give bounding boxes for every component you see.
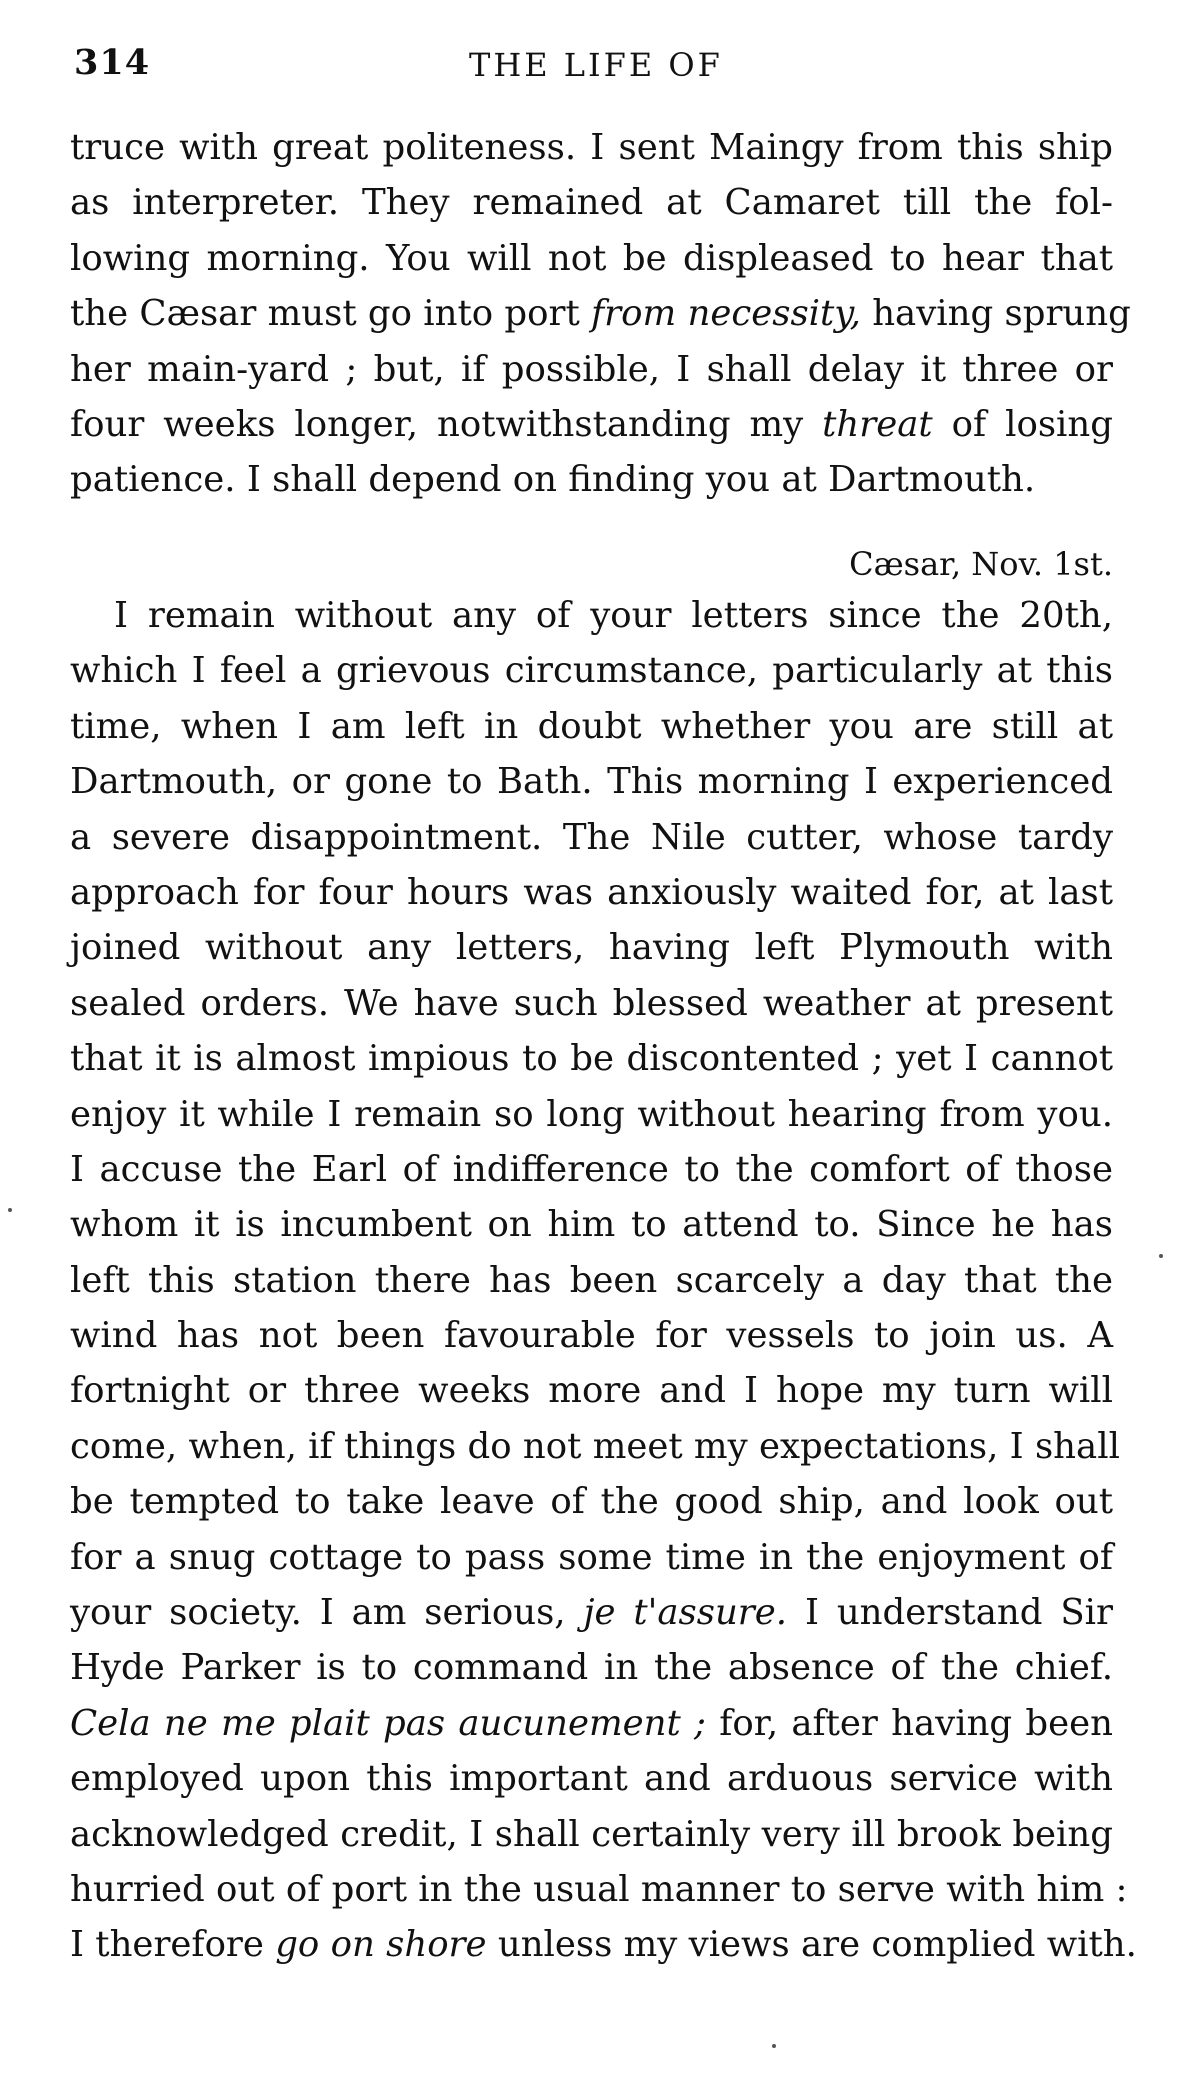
page-number: 314 [74,42,151,83]
text-line: acknowledged credit, I shall certainly very ill brook being [70,1813,1113,1855]
text-line: which I feel a grievous circumstance, particularly at this [70,650,1113,692]
text-line: Dartmouth, or gone to Bath. This morning I experienced [70,761,1113,803]
italic-phrase: threat [822,403,933,445]
text-line: enjoy it while I remain so long without hearing from you. [70,1093,1113,1135]
text-line: four weeks longer, notwithstanding my threat of losing [70,403,1113,445]
print-speck [8,1208,12,1212]
text-line: fortnight or three weeks more and I hope my turn will [70,1370,1113,1412]
text-line: approach for four hours was anxiously waited for, at last [70,871,1113,913]
print-speck [772,2044,776,2048]
text-line: employed upon this important and arduous service with [70,1758,1113,1800]
paragraph-2 [70,588,1137,1973]
italic-phrase: je t'assure. [583,1592,788,1634]
italic-phrase: go on shore [275,1924,487,1966]
text-line: lowing morning. You will not be displeased to hear that [70,237,1113,279]
running-head: THE LIFE OF [469,46,723,84]
text-line: that it is almost impious to be discontented ; yet I cannot [70,1038,1113,1080]
italic-phrase: Cela ne me plait pas aucunement ; [70,1702,707,1744]
text-line: I accuse the Earl of indifference to the comfort of those [70,1148,1113,1190]
text-line: her main-yard ; but, if possible, I shall delay it three or [70,348,1113,390]
italic-phrase: from necessity, [591,293,861,335]
text-line: be tempted to take leave of the good ship, and look out [70,1481,1113,1523]
text-line: a severe disappointment. The Nile cutter, whose tardy [70,816,1113,858]
print-speck [1159,1254,1163,1258]
text-line: I remain without any of your letters since the 20th, [114,595,1113,636]
text-line: hurried out of port in the usual manner to serve with him : [70,1868,1128,1910]
text-line: whom it is incumbent on him to attend to. Since he has [70,1204,1113,1246]
page-header [74,42,1114,92]
text-line: Hyde Parker is to command in the absence of the chief. [70,1647,1113,1689]
text-line: time, when I am left in doubt whether you are still at [70,705,1113,747]
text-line: truce with great politeness. I sent Maingy from this ship [70,127,1113,168]
text-line: your society. I am serious, je t'assure. I understand Sir [70,1592,1113,1634]
text-line: wind has not been favourable for vessels to join us. A [70,1315,1113,1357]
text-line: Cela ne me plait pas aucunement ; for, after having been [70,1702,1113,1744]
text-line: the Cæsar must go into port from necessity, having sprung [70,293,1131,335]
text-line: joined without any letters, having left Plymouth with [70,927,1113,969]
text-line: patience. I shall depend on finding you at Dartmouth. [70,459,1036,501]
text-line: sealed orders. We have such blessed weather at present [70,982,1113,1024]
text-line: I therefore go on shore unless my views are complied with. [70,1924,1137,1966]
text-line: for a snug cottage to pass some time in the enjoyment of [70,1536,1113,1578]
text-line: left this station there has been scarcely a day that the [70,1259,1113,1301]
text-line: as interpreter. They remained at Camaret till the fol- [70,182,1113,224]
letter-dateline: Cæsar, Nov. 1st. [849,545,1113,583]
paragraph-1 [70,120,1131,508]
text-line: come, when, if things do not meet my expectations, I shall [70,1425,1120,1467]
